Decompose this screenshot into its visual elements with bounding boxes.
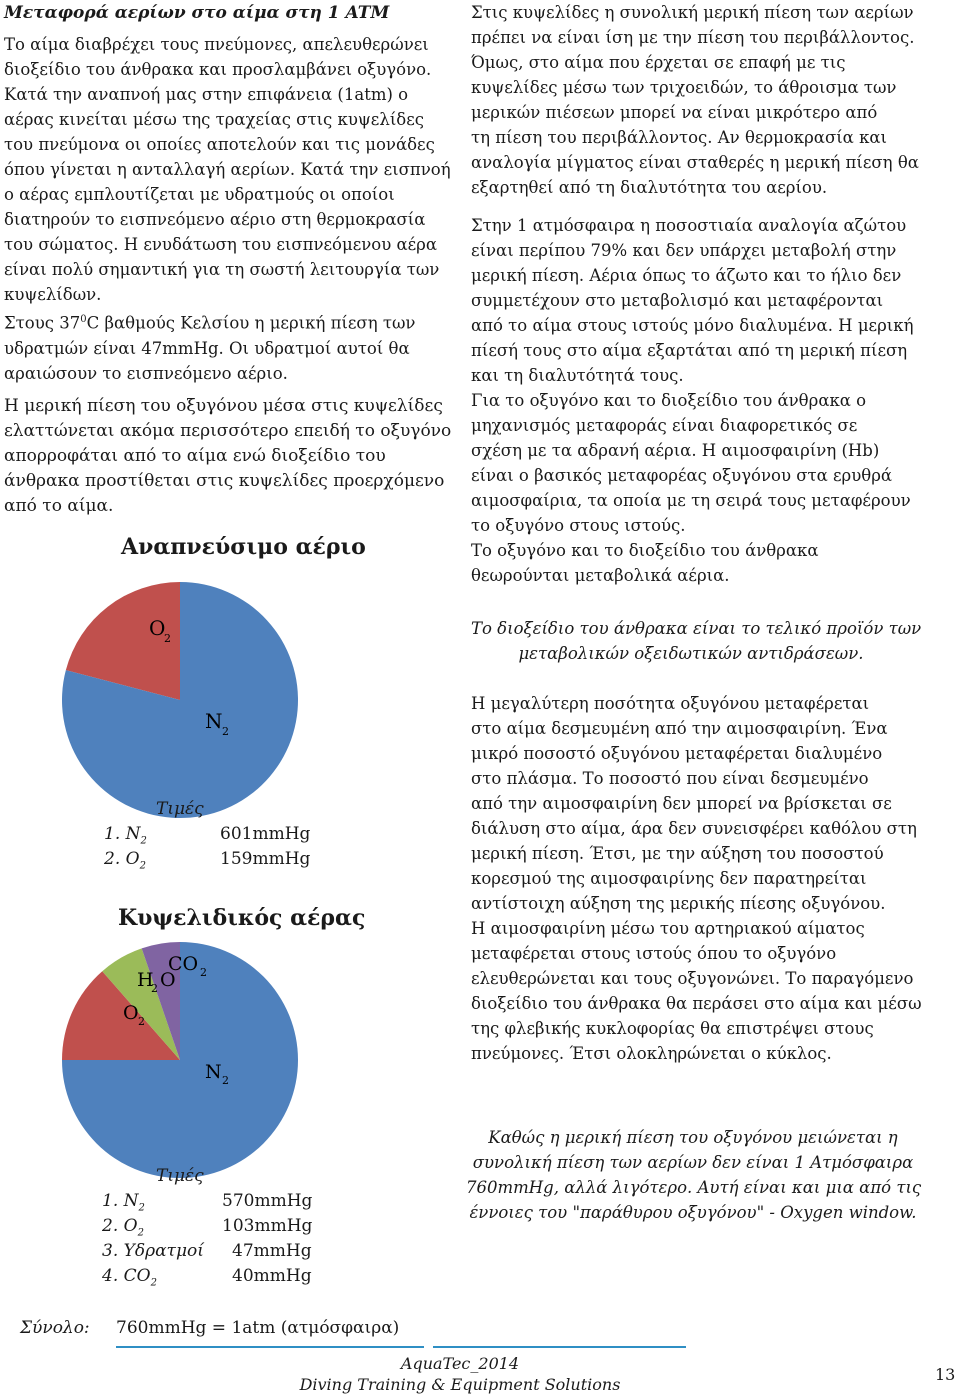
text-line: μικρό ποσοστό οξυγόνου μεταφέρεται διαλυμένο [471, 744, 883, 763]
svg-text:2: 2 [138, 1015, 145, 1028]
text-line: αέρας κινείται μέσω της τραχείας στις κυψελίδες [4, 110, 425, 129]
chart2-values [102, 1164, 332, 1289]
chart1-slices [62, 582, 298, 818]
svg-text:N: N [205, 709, 223, 733]
text-line: συνολική πίεση των αερίων δεν είναι 1 Ατμόσφαιρα [472, 1153, 914, 1172]
chart2-pie [60, 940, 300, 1180]
right-paragraph-1 [471, 0, 919, 200]
chart2-row: 2. $O_2$ 103mmHg [102, 1216, 313, 1239]
chart2-row: 3. Υδρατμοί 47mmHg [102, 1241, 312, 1261]
text-line: είναι περίπου 79% και δεν υπάρχει μεταβολή στην [471, 241, 897, 260]
text-line: διοξείδιο του άνθρακα και προσλαμβάνει οξυγόνο. [4, 60, 432, 79]
text-line: μερική πίεση. Αέρια όπως το άζωτο και το ήλιο δεν [471, 266, 902, 285]
text-line: πρέπει να είναι ίση με την πίεση του περιβάλλοντος. [471, 28, 915, 47]
text-line: Στην 1 ατμόσφαιρα η ποσοστιαία αναλογία αζώτου [471, 216, 907, 235]
svg-text:O: O [160, 969, 176, 991]
text-line: Η μεγαλύτερη ποσότητα οξυγόνου μεταφέρεται [471, 694, 870, 713]
text-line: ελαττώνεται ακόμα περισσότερο επειδή το οξυγόνο [4, 421, 452, 441]
chart2-row: 4. $CO_2$ 40mmHg [102, 1266, 312, 1289]
text-line: κορεσμού της αιμοσφαιρίνης δεν παρατηρείται [471, 869, 867, 888]
text-line: του πνεύμονα οι οποίες αποτελούν και τις μονάδες [4, 135, 435, 154]
intro-tail-lines [4, 336, 451, 386]
right-paragraph-2 [471, 213, 913, 588]
text-line: Το οξυγόνο και το διοξείδιο του άνθρακα [471, 541, 819, 560]
text-line: μερική πίεση. Έτσι, με την αύξηση του ποσοστού [471, 844, 884, 863]
text-line: απορροφάται από το αίμα ενώ διοξείδιο του [4, 446, 386, 466]
chart1-values-heading: Τιμές [156, 799, 204, 819]
text-line: τη πίεση του περιβάλλοντος. Αν θερμοκρασία και [471, 128, 887, 147]
intro-paragraph [4, 32, 451, 386]
text-line: διάλυση στο αίμα, άρα δεν συνεισφέρει καθόλου στη [471, 819, 917, 838]
text-line: Το αίμα διαβρέχει τους πνεύμονες, απελευθερώνει [4, 35, 429, 54]
oxygen-window-quote [466, 1125, 920, 1225]
text-line: είναι πολύ σημαντική για τη σωστή λειτουργία των [4, 260, 440, 279]
total-label: Σύνολο: [20, 1318, 90, 1338]
text-line: σχέση με τα αδρανή αέρια. Η αιμοσφαιρίνη (Hb) [471, 441, 880, 460]
text-line: Στις κυψελίδες η συνολική μερική πίεση των αερίων [471, 3, 914, 22]
text-line: εξαρτηθεί από τη διαλυτότητα του αερίου. [471, 178, 828, 197]
text-line: μεταβολικών οξειδωτικών αντιδράσεων. [518, 644, 864, 663]
text-line: συμμετέχουν στο μεταβολισμό και μεταφέρονται [471, 291, 884, 310]
text-line: Κατά την αναπνοή μας στην επιφάνεια (1atm) ο [4, 85, 409, 104]
chart2-values-heading: Τιμές [156, 1166, 204, 1186]
text-line: Για το οξυγόνο και το διοξείδιο του άνθρακα ο [471, 391, 867, 410]
page-number: 13 [935, 1365, 956, 1384]
temperature-line: Στους $37^0C$ βαθμούς Κελσίου η μερική πίεση των [4, 313, 416, 333]
text-line: Καθώς η μερική πίεση του οξυγόνου μειώνεται η [488, 1128, 898, 1147]
intro-lines [4, 32, 451, 307]
text-line: έννοιες του "παράθυρου οξυγόνου" - Oxygen window. [469, 1203, 917, 1222]
oxygen-paragraph [4, 394, 451, 519]
text-line: Η μερική πίεση του οξυγόνου μέσα στις κυψελίδες [4, 396, 443, 416]
text-line: διοξείδιο του άνθρακα θα περάσει στο αίμα και μέσω [471, 994, 922, 1013]
text-line: αντίστοιχη αύξηση της μερικής πίεσης οξυγόνου. [471, 894, 886, 913]
chart2-title: Κυψελιδικός αέρας [118, 905, 366, 931]
text-line: αναλογία μίγματος είναι σταθερές η μερική πίεση θα [471, 153, 919, 172]
page-title: Μεταφορά αερίων στο αίμα στη 1 ATM [4, 3, 390, 23]
total-value: 760mmHg = 1atm (ατμόσφαιρα) [116, 1318, 400, 1338]
text-line: πνεύμονες. Έτσι ολοκληρώνεται ο κύκλος. [471, 1044, 832, 1063]
text-line: μεταφέρεται στους ιστούς όπου το οξυγόνο [471, 944, 837, 963]
text-line: του σώματος. Η ενυδάτωση του εισπνεόμενου αέρα [4, 235, 438, 254]
text-line: ελευθερώνεται και τους οξυγονώνει. Το παραγόμενο [471, 969, 914, 988]
svg-text:2: 2 [151, 982, 158, 995]
chart2-row: 1. $N_2$ 570mmHg [102, 1191, 313, 1214]
text-line: διατηρούν το εισπνεόμενο αέριο στη θερμοκρασία [4, 210, 426, 229]
svg-text:H: H [137, 969, 154, 991]
footer-rule-left [116, 1346, 424, 1348]
text-line: υδρατμών είναι 47mmHg. Οι υδρατμοί αυτοί θα [4, 338, 410, 358]
chart2-slices [62, 942, 298, 1178]
svg-text:CO: CO [168, 953, 199, 975]
chart1-values [104, 797, 324, 872]
footer-tagline: Diving Training & Equipment Solutions [299, 1375, 621, 1394]
text-line: όπου γίνεται η ανταλλαγή αερίων. Κατά την εισπνοή [4, 160, 451, 179]
text-line: θεωρούνται μεταβολικά αέρια. [471, 566, 730, 585]
co2-quote [471, 616, 922, 666]
text-line: Όμως, στο αίμα που έρχεται σε επαφή με τις [471, 53, 846, 72]
svg-text:2: 2 [222, 725, 229, 738]
footer-rule-right [433, 1346, 686, 1348]
right-paragraph-3 [471, 691, 922, 1066]
text-line: κυψελίδων. [4, 285, 102, 304]
text-line: είναι ο βασικός μεταφορέας οξυγόνου στα ερυθρά [471, 466, 893, 485]
text-line: μερικών πιέσεων μπορεί να είναι μικρότερο από [471, 103, 878, 122]
text-line: αιμοσφαίρια, τα οποία με τη σειρά τους μεταφέρουν [471, 491, 911, 510]
text-line: Το διοξείδιο του άνθρακα είναι το τελικό προϊόν των [471, 619, 922, 638]
text-line: άνθρακα προστίθεται στις κυψελίδες προερχόμενο [4, 471, 445, 491]
footer-brand: AquaTec_2014 [400, 1354, 520, 1373]
text-line: Η αιμοσφαιρίνη μέσω του αρτηριακού αίματος [471, 919, 865, 938]
text-line: μηχανισμός μεταφοράς είναι διαφορετικός σε [471, 416, 858, 435]
chart1-title: Αναπνεύσιμο αέριο [121, 534, 366, 560]
svg-text:2: 2 [164, 632, 171, 645]
svg-text:N: N [205, 1061, 222, 1083]
text-line: στο αίμα δεσμευμένη από την αιμοσφαιρίνη. Ένα [471, 719, 888, 738]
chart1-pie [60, 580, 300, 820]
text-line: από την αιμοσφαιρίνη δεν μπορεί να βρίσκεται σε [471, 794, 892, 813]
text-line: 760mmHg, αλλά λιγότερο. Αυτή είναι και μια από τις [466, 1178, 922, 1197]
text-line: ο αέρας εμπλουτίζεται με υδρατμούς οι οποίοι [4, 185, 395, 204]
chart1-row: 1. $N_2$ 601mmHg [104, 824, 311, 847]
text-line: και τη διαλυτότητά τους. [471, 366, 684, 385]
svg-text:2: 2 [200, 966, 207, 979]
text-line: το οξυγόνο στους ιστούς. [471, 516, 686, 535]
text-line: πίεσή τους στο αίμα εξαρτάται από τη μερική πίεση [471, 341, 908, 360]
text-line: της φλεβικής κυκλοφορίας θα επιστρέψει στους [471, 1019, 874, 1038]
svg-text:2: 2 [222, 1074, 229, 1087]
text-line: αραιώσουν το εισπνεόμενο αέριο. [4, 363, 288, 383]
text-line: από το αίμα στους ιστούς μόνο διαλυμένα. Η μερική [471, 316, 914, 335]
text-line: από το αίμα. [4, 496, 114, 516]
text-line: στο πλάσμα. Το ποσοστό που είναι δεσμευμένο [471, 769, 869, 788]
text-line: κυψελίδες μέσω των τριχοειδών, το άθροισμα των [471, 78, 897, 97]
svg-text:O: O [149, 616, 166, 640]
chart1-row: 2. $O_2$ 159mmHg [104, 849, 311, 872]
svg-text:O: O [123, 1002, 139, 1024]
